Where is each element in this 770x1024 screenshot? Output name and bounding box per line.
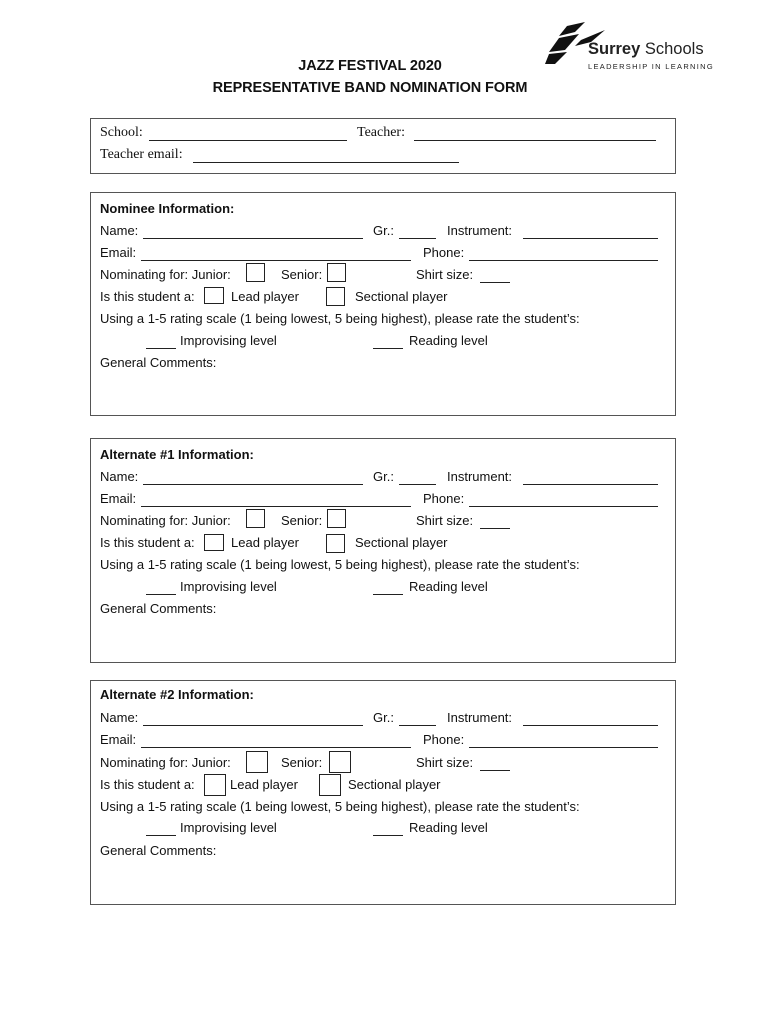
reading-field[interactable] [373, 348, 403, 349]
grade-label: Gr.: [373, 710, 394, 725]
reading-label: Reading level [409, 333, 488, 348]
senior-checkbox[interactable] [329, 751, 351, 773]
school-label: School: [100, 125, 143, 140]
reading-label: Reading level [409, 820, 488, 835]
senior-label: Senior: [281, 267, 323, 282]
teacher-field[interactable] [414, 140, 656, 141]
improvising-field[interactable] [146, 348, 176, 349]
improvising-label: Improvising level [180, 333, 277, 348]
form-title: JAZZ FESTIVAL 2020 [298, 58, 442, 74]
grade-field[interactable] [399, 725, 436, 726]
sectional-player-label: Sectional player [355, 535, 448, 550]
improvising-field[interactable] [146, 594, 176, 595]
section-heading: Nominee Information: [100, 201, 235, 216]
sectional-player-checkbox[interactable] [319, 774, 341, 796]
nominee-section [90, 192, 676, 416]
alternate-2-section [90, 680, 676, 905]
rating-instruction: Using a 1-5 rating scale (1 being lowest, 5 being highest), please rate the student’s: [100, 799, 580, 814]
section-heading: Alternate #1 Information: [100, 447, 254, 462]
email-field[interactable] [141, 506, 411, 507]
senior-checkbox[interactable] [327, 263, 346, 282]
lead-player-checkbox[interactable] [204, 287, 224, 304]
reading-field[interactable] [373, 594, 403, 595]
shirt-size-label: Shirt size: [416, 267, 474, 282]
general-comments-label: General Comments: [100, 601, 217, 616]
is-student-label: Is this student a: [100, 777, 195, 792]
email-label: Email: [100, 245, 137, 260]
school-info-box [90, 118, 676, 174]
form-subtitle: REPRESENTATIVE BAND NOMINATION FORM [212, 80, 528, 96]
name-field[interactable] [143, 725, 363, 726]
improvising-field[interactable] [146, 835, 176, 836]
instrument-label: Instrument: [447, 469, 513, 484]
sectional-player-checkbox[interactable] [326, 287, 345, 306]
lead-player-label: Lead player [231, 535, 299, 550]
senior-label: Senior: [281, 513, 323, 528]
rating-instruction: Using a 1-5 rating scale (1 being lowest, 5 being highest), please rate the student’s: [100, 557, 580, 572]
instrument-field[interactable] [523, 484, 658, 485]
grade-field[interactable] [399, 238, 436, 239]
section-heading: Alternate #2 Information: [100, 687, 254, 702]
lead-player-label: Lead player [231, 289, 299, 304]
junior-checkbox[interactable] [246, 509, 265, 528]
grade-field[interactable] [399, 484, 436, 485]
logo-tagline: LEADERSHIP IN LEARNING [588, 62, 714, 71]
general-comments-label: General Comments: [100, 843, 217, 858]
lead-player-label: Lead player [230, 777, 298, 792]
teacher-label: Teacher: [357, 125, 405, 140]
teacher-email-label: Teacher email: [100, 147, 183, 162]
general-comments-label: General Comments: [100, 355, 217, 370]
shirt-size-field[interactable] [480, 528, 510, 529]
lead-player-checkbox[interactable] [204, 534, 224, 551]
email-field[interactable] [141, 747, 411, 748]
name-field[interactable] [143, 238, 363, 239]
nominating-for-label: Nominating for: Junior: [100, 513, 231, 528]
email-label: Email: [100, 732, 137, 747]
sectional-player-checkbox[interactable] [326, 534, 345, 553]
phone-field[interactable] [469, 260, 658, 261]
sectional-player-label: Sectional player [348, 777, 441, 792]
junior-checkbox[interactable] [246, 751, 268, 773]
instrument-label: Instrument: [447, 710, 513, 725]
grade-label: Gr.: [373, 223, 394, 238]
senior-checkbox[interactable] [327, 509, 346, 528]
phone-field[interactable] [469, 747, 658, 748]
is-student-label: Is this student a: [100, 535, 195, 550]
name-label: Name: [100, 469, 139, 484]
rating-instruction: Using a 1-5 rating scale (1 being lowest, 5 being highest), please rate the student’s: [100, 311, 580, 326]
alternate-1-section [90, 438, 676, 663]
email-field[interactable] [141, 260, 411, 261]
nominating-for-label: Nominating for: Junior: [100, 267, 231, 282]
teacher-email-field[interactable] [193, 162, 459, 163]
phone-field[interactable] [469, 506, 658, 507]
phone-label: Phone: [423, 491, 465, 506]
improvising-label: Improvising level [180, 820, 277, 835]
shirt-size-label: Shirt size: [416, 513, 474, 528]
instrument-field[interactable] [523, 238, 658, 239]
sectional-player-label: Sectional player [355, 289, 448, 304]
logo-name: Surrey Schools [588, 40, 704, 58]
name-label: Name: [100, 223, 139, 238]
surrey-schools-logo [545, 22, 725, 74]
shirt-size-field[interactable] [480, 282, 510, 283]
school-field[interactable] [149, 140, 347, 141]
junior-checkbox[interactable] [246, 263, 265, 282]
shirt-size-label: Shirt size: [416, 755, 474, 770]
is-student-label: Is this student a: [100, 289, 195, 304]
reading-field[interactable] [373, 835, 403, 836]
instrument-field[interactable] [523, 725, 658, 726]
nominating-for-label: Nominating for: Junior: [100, 755, 231, 770]
instrument-label: Instrument: [447, 223, 513, 238]
name-field[interactable] [143, 484, 363, 485]
grade-label: Gr.: [373, 469, 394, 484]
shirt-size-field[interactable] [480, 770, 510, 771]
lead-player-checkbox[interactable] [204, 774, 226, 796]
senior-label: Senior: [281, 755, 323, 770]
phone-label: Phone: [423, 245, 465, 260]
phone-label: Phone: [423, 732, 465, 747]
reading-label: Reading level [409, 579, 488, 594]
name-label: Name: [100, 710, 139, 725]
improvising-label: Improvising level [180, 579, 277, 594]
email-label: Email: [100, 491, 137, 506]
